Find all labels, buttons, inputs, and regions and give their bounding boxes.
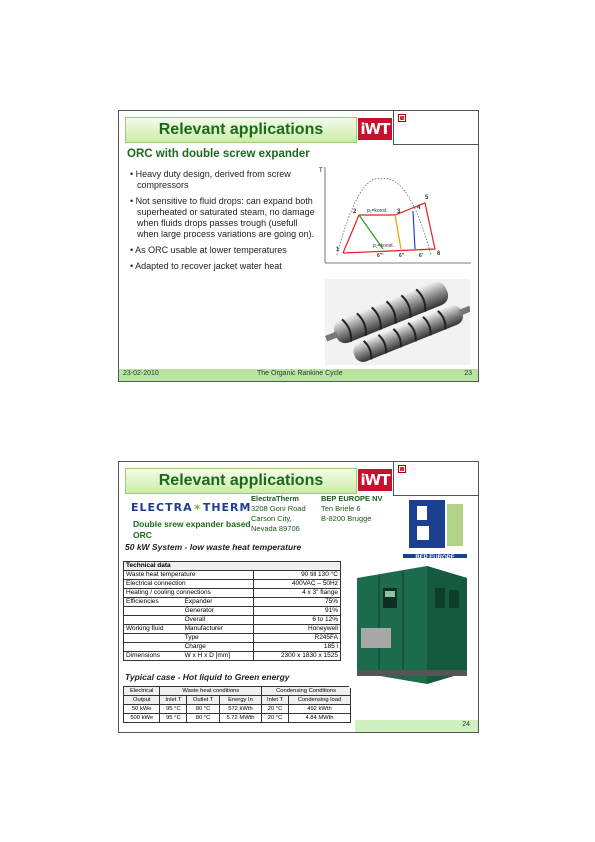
address-line: Ten Briele 6 — [321, 504, 361, 513]
table-row — [124, 580, 341, 589]
table-cell: 95 °C — [160, 705, 187, 714]
point-4: 4 — [417, 205, 421, 211]
ts-diagram — [319, 163, 474, 271]
bep-logo-graphic — [403, 496, 467, 552]
table-cell: 500 kWe — [124, 714, 160, 723]
table-cell: Working fluid — [124, 625, 183, 634]
table-column-header: Inlet T — [262, 696, 289, 705]
case-title: Typical case - Hot liquid to Green energy — [125, 672, 290, 682]
address-line: Nevada 89706 — [251, 524, 300, 533]
table-header-row — [124, 562, 341, 571]
point-6: 6 — [437, 251, 441, 257]
table-cell: 80 °C — [187, 714, 220, 723]
table-cell: Honeywell — [253, 625, 341, 634]
table-cell: 80 °C — [187, 705, 220, 714]
table-column-header: Energy In — [219, 696, 261, 705]
table-cell: Electrical connection — [124, 580, 254, 589]
bullet-list — [129, 169, 319, 277]
footer-page-number: 23 — [464, 370, 472, 377]
table-column-header: Inlet T — [160, 696, 187, 705]
star-icon: ✶ — [192, 501, 203, 514]
table-cell: Heating / cooling connections — [124, 589, 254, 598]
address-bep-europe — [321, 494, 383, 524]
table-cell: Generator — [183, 607, 253, 616]
slide-24 — [118, 461, 479, 733]
table-cell: Expander — [183, 598, 253, 607]
table-cell: 185 l — [253, 643, 341, 652]
screw-rotor-image — [325, 279, 470, 365]
table-cell: Overall — [183, 616, 253, 625]
bullet-item: • Adapted to recover jacket water heat — [129, 261, 319, 272]
table-cell: Waste heat temperature — [124, 571, 254, 580]
table-row — [124, 607, 341, 616]
notes-box — [393, 462, 478, 496]
table-header: Technical data — [124, 562, 341, 571]
table-group-header: Electrical — [124, 687, 160, 696]
address-name: ElectraTherm — [251, 494, 299, 503]
slide-footer — [119, 369, 478, 381]
point-1: 1 — [336, 247, 340, 253]
technical-data-table — [123, 561, 341, 661]
system-title: 50 kW System - low waste heat temperature — [125, 542, 302, 552]
table-row — [124, 571, 341, 580]
table-row — [124, 598, 341, 607]
note-icon[interactable] — [398, 114, 406, 122]
table-row — [124, 705, 351, 714]
table-cell: 50 kWe — [124, 705, 160, 714]
iwt-logo: iWT — [358, 118, 392, 140]
table-group-header: Waste heat conditions — [160, 687, 262, 696]
footer-page-number: 24 — [462, 721, 470, 728]
table-cell: 20 °C — [262, 714, 289, 723]
table-cell: 4 x 3" flange — [253, 589, 341, 598]
address-line: Carson City, — [251, 514, 292, 523]
table-row — [124, 643, 341, 652]
table-row — [124, 589, 341, 598]
logo-part: THERM — [202, 501, 252, 514]
bullet-item: • Heavy duty design, derived from screw compressors — [129, 169, 319, 191]
address-line: B-8200 Brugge — [321, 514, 372, 523]
table-cell: 6 to 12% — [253, 616, 341, 625]
point-6-prime: 6’ — [419, 253, 424, 259]
table-cell: 75% — [253, 598, 341, 607]
table-cell: 400VAC – 50Hz — [253, 580, 341, 589]
table-cell: 572 kWth — [219, 705, 261, 714]
t-axis-label: T — [319, 168, 323, 174]
bullet-item: • Not sensitive to fluid drops: can expand both superheated or saturated steam, no damage when fluids drops passes trough (usefull when large process variations are going on). — [129, 196, 319, 240]
address-line: 3208 Goni Road — [251, 504, 306, 513]
table-row — [124, 652, 341, 661]
table-cell: Efficiencies — [124, 598, 183, 607]
table-cell: 4.84 MWth — [288, 714, 350, 723]
table-cell — [124, 634, 183, 643]
table-cell: 90 till 130 °C — [253, 571, 341, 580]
slide-title: Relevant applications — [158, 472, 324, 489]
slide-subtitle: ORC with double screw expander — [127, 148, 310, 160]
table-column-header: Output — [124, 696, 160, 705]
table-group-header: Condensing Conditions — [262, 687, 351, 696]
slide-title: Relevant applications — [158, 121, 324, 138]
table-cell: 492 kWth — [288, 705, 350, 714]
table-cell: R245FA — [253, 634, 341, 643]
iwt-logo: iWT — [358, 469, 392, 491]
footer-title: The Organic Rankine Cycle — [257, 370, 343, 377]
table-group-row — [124, 687, 351, 696]
table-cell: 91% — [253, 607, 341, 616]
point-2: 2 — [353, 209, 357, 215]
point-3: 3 — [397, 209, 401, 215]
point-5: 5 — [425, 195, 429, 201]
table-cell — [124, 616, 183, 625]
slide-title-bar — [125, 468, 357, 494]
table-cell: 20 °C — [262, 705, 289, 714]
table-cell: 95 °C — [160, 714, 187, 723]
address-name: BEP EUROPE NV — [321, 494, 383, 503]
table-cell — [124, 607, 183, 616]
footer-date: 23-02-2010 — [123, 370, 159, 377]
point-6-double-prime: 6’’ — [399, 253, 405, 259]
expansion-orange — [395, 215, 401, 249]
table-cell: 2300 x 1830 x 1525 — [253, 652, 341, 661]
expander-caption: Double srew expander based ORC — [133, 519, 251, 540]
bullet-item: • As ORC usable at lower temperatures — [129, 245, 319, 256]
table-cell — [124, 643, 183, 652]
note-icon[interactable] — [398, 465, 406, 473]
table-column-header: Condensing load — [288, 696, 350, 705]
orc-unit-image — [349, 558, 473, 688]
electratherm-logo — [131, 501, 251, 514]
table-cell: W x H x D [mm] — [183, 652, 253, 661]
table-cell: Dimensions — [124, 652, 183, 661]
slide-23 — [118, 110, 479, 382]
table-row — [124, 625, 341, 634]
notes-box — [393, 111, 478, 145]
table-column-row — [124, 696, 351, 705]
table-row — [124, 634, 341, 643]
table-cell: 5.72 MWth — [219, 714, 261, 723]
typical-case-table — [123, 686, 351, 723]
table-cell: Charge — [183, 643, 253, 652]
address-electratherm — [251, 494, 306, 534]
expansion-blue — [413, 211, 415, 249]
table-row — [124, 714, 351, 723]
slide-footer — [355, 720, 478, 732]
table-column-header: Outlet T — [187, 696, 220, 705]
p1-label: p₁=konst. — [367, 208, 388, 214]
point-6-triple-prime: 6’’’ — [377, 253, 384, 259]
slide-title-bar — [125, 117, 357, 143]
table-cell: Manufacturer — [183, 625, 253, 634]
p2-label: p₂=konst. — [373, 243, 394, 249]
logo-part: ELECTRA — [131, 501, 193, 514]
table-row — [124, 616, 341, 625]
table-cell: Type — [183, 634, 253, 643]
